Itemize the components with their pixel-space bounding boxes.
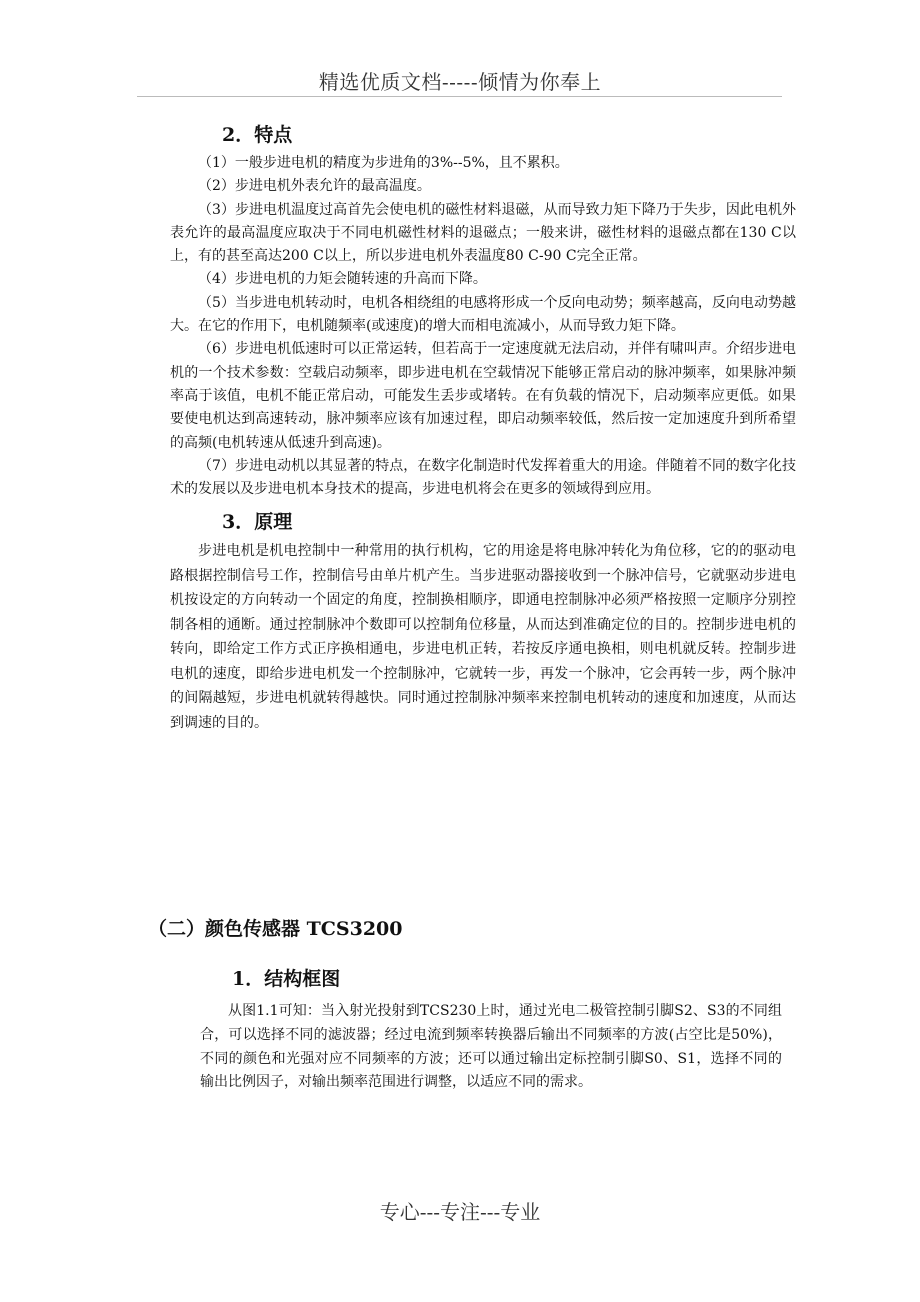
sensor-body: 从图1.1可知：当入射光投射到TCS230上时，通过光电二极管控制引脚S2、S3的不同组合，可以选择不同的滤波器；经过电流到频率转换器后输出不同频率的方波(占空比是50%)，不同的颜色和光强对应不同频率的方波；还可以通过输出定标控制引脚S0、S1，选择不同的输出比例因子，对输出频率范围进行调整，以适应不同的需求。 [200,1003,782,1091]
sensor-content [200,962,782,1095]
main-content [170,118,796,735]
features-heading: 2．特点 [222,124,293,146]
principle-body: 步进电机是机电控制中一种常用的执行机构，它的用途是将电脉冲转化为角位移，它的的驱动电路根据控制信号工作，控制信号由单片机产生。当步进驱动器接收到一个脉冲信号，它就驱动步进电机按设定的方向转动一个固定的角度，控制换相顺序，即通电控制脉冲必须严格按照一定顺序分别控制各相的通断。通过控制脉冲个数即可以控制角位移量，从而达到准确定位的目的。控制步进电机的转向，即给定工作方式正序换相通电，步进电机正转，若按反序通电换相，则电机就反转。控制步进电机的速度，即给步进电机发一个控制脉冲，它就转一步，再发一个脉冲，它会再转一步，两个脉冲的间隔越短，步进电机就转得越快。同时通过控制脉冲频率来控制电机转动的速度和加速度，从而达到调速的目的。 [170,543,796,731]
sensor-subheading: 1．结构框图 [232,968,341,990]
feature-item-5: （5）当步进电机转动时，电机各相绕组的电感将形成一个反向电动势；频率越高，反向电动势越大。在它的作用下，电机随频率(或速度)的增大而相电流减小，从而导致力矩下降。 [170,294,796,335]
page-header: 精选优质文档-----倾情为你奉上 [318,70,602,94]
feature-item-4: （4）步进电机的力矩会随转速的升高而下降。 [198,271,487,288]
feature-item-7: （7）步进电动机以其显著的特点，在数字化制造时代发挥着重大的用途。伴随着不同的数字化技术的发展以及步进电机本身技术的提高，步进电机将会在更多的领域得到应用。 [170,457,796,498]
feature-item-2: （2）步进电机外表允许的最高温度。 [198,178,431,195]
page-footer: 专心---专注---专业 [379,1200,541,1224]
principle-heading: 3．原理 [222,511,293,534]
feature-item-6: （6）步进电机低速时可以正常运转，但若高于一定速度就无法启动，并伴有啸叫声。介绍步进电机的一个技术参数：空载启动频率，即步进电机在空载情况下能够正常启动的脉冲频率，如果脉冲频率高于该值，电机不能正常启动，可能发生丢步或堵转。在有负载的情况下，启动频率应更低。如果要使电机达到高速转动，脉冲频率应该有加速过程，即启动频率较低，然后按一定加速度升到所希望的高频(电机转速从低速升到高速)。 [170,341,796,451]
feature-item-1: （1）一般步进电机的精度为步进角的3%--5%，且不累积。 [198,155,569,171]
feature-item-3: （3）步进电机温度过高首先会使电机的磁性材料退磁，从而导致力矩下降乃于失步，因此电机外表允许的最高温度应取决于不同电机磁性材料的退磁点；一般来讲，磁性材料的退磁点都在130 C以上，有的甚至高达200 C以上，所以步进电机外表温度80 C-90 C完全正常。 [170,201,796,265]
header-divider [137,96,782,97]
sensor-section-heading: （二）颜色传感器 TCS3200 [148,918,403,940]
